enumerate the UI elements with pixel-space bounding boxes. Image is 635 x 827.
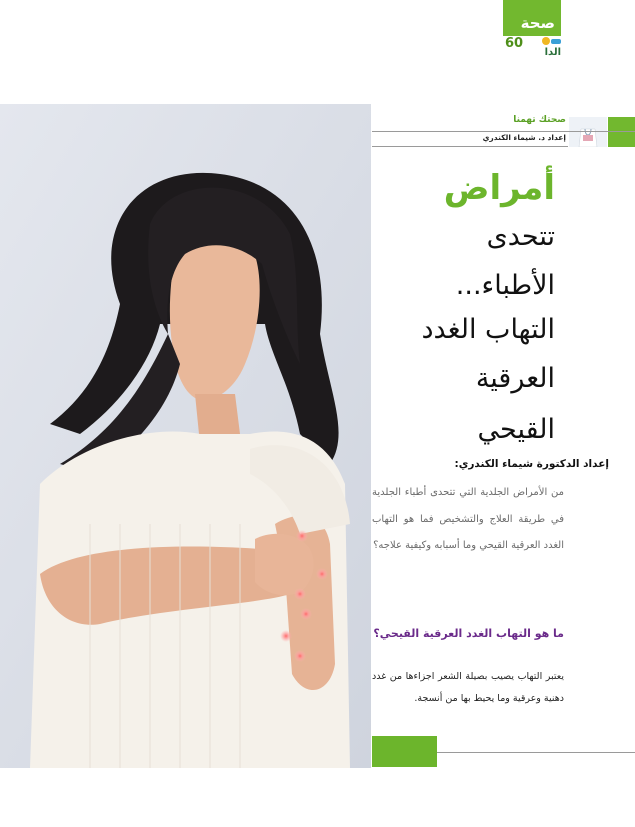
column-name: صحتك تهمنا: [513, 115, 566, 125]
logo-text: الدا: [544, 47, 561, 58]
title-line: تتحدى: [486, 221, 555, 252]
column-header-accent: [608, 117, 635, 147]
magazine-logo: [525, 36, 561, 58]
column-header-divider: [372, 131, 635, 132]
footer-accent-block: [372, 736, 437, 767]
article-body: يعتبر التهاب يصيب بصيلة الشعر اجزاءها من غدد دهنية وعرقية وما يحيط بها من أنسجة.: [372, 671, 564, 704]
article-photo: [0, 104, 371, 768]
section-tab: [503, 0, 561, 58]
woman-scratching-arm-illustration: [0, 104, 371, 768]
article-intro: من الأمراض الجلدية التي تتحدى أطباء الجلدية في طريقة العلاج والتشخيص فما هو التهاب الغدد العرقية القيحي وما أسبابه وكيفية علاجه؟: [372, 487, 564, 551]
footer-divider: [437, 752, 635, 753]
doctor-thumbnail: [569, 117, 607, 147]
article-byline: إعداد الدكتورة شيماء الكندري:: [454, 458, 609, 470]
column-author-divider: [372, 146, 568, 147]
article-subheading: ما هو التهاب الغدد العرقية القيحي؟: [373, 627, 564, 640]
title-line: التهاب الغدد: [421, 314, 555, 345]
column-author: إعداد د. شيماء الكندري: [482, 133, 566, 142]
section-label: صحة: [520, 14, 555, 32]
page-number: 60: [505, 36, 524, 51]
logo-sun-icon: [542, 37, 550, 45]
title-highlight: أمراض: [443, 168, 555, 208]
title-line: القيحي: [477, 414, 555, 445]
title-line: الأطباء...: [455, 270, 555, 301]
doctor-image-icon: [569, 117, 607, 147]
title-line: العرقية: [475, 363, 555, 394]
logo-wave-icon: [551, 39, 561, 44]
